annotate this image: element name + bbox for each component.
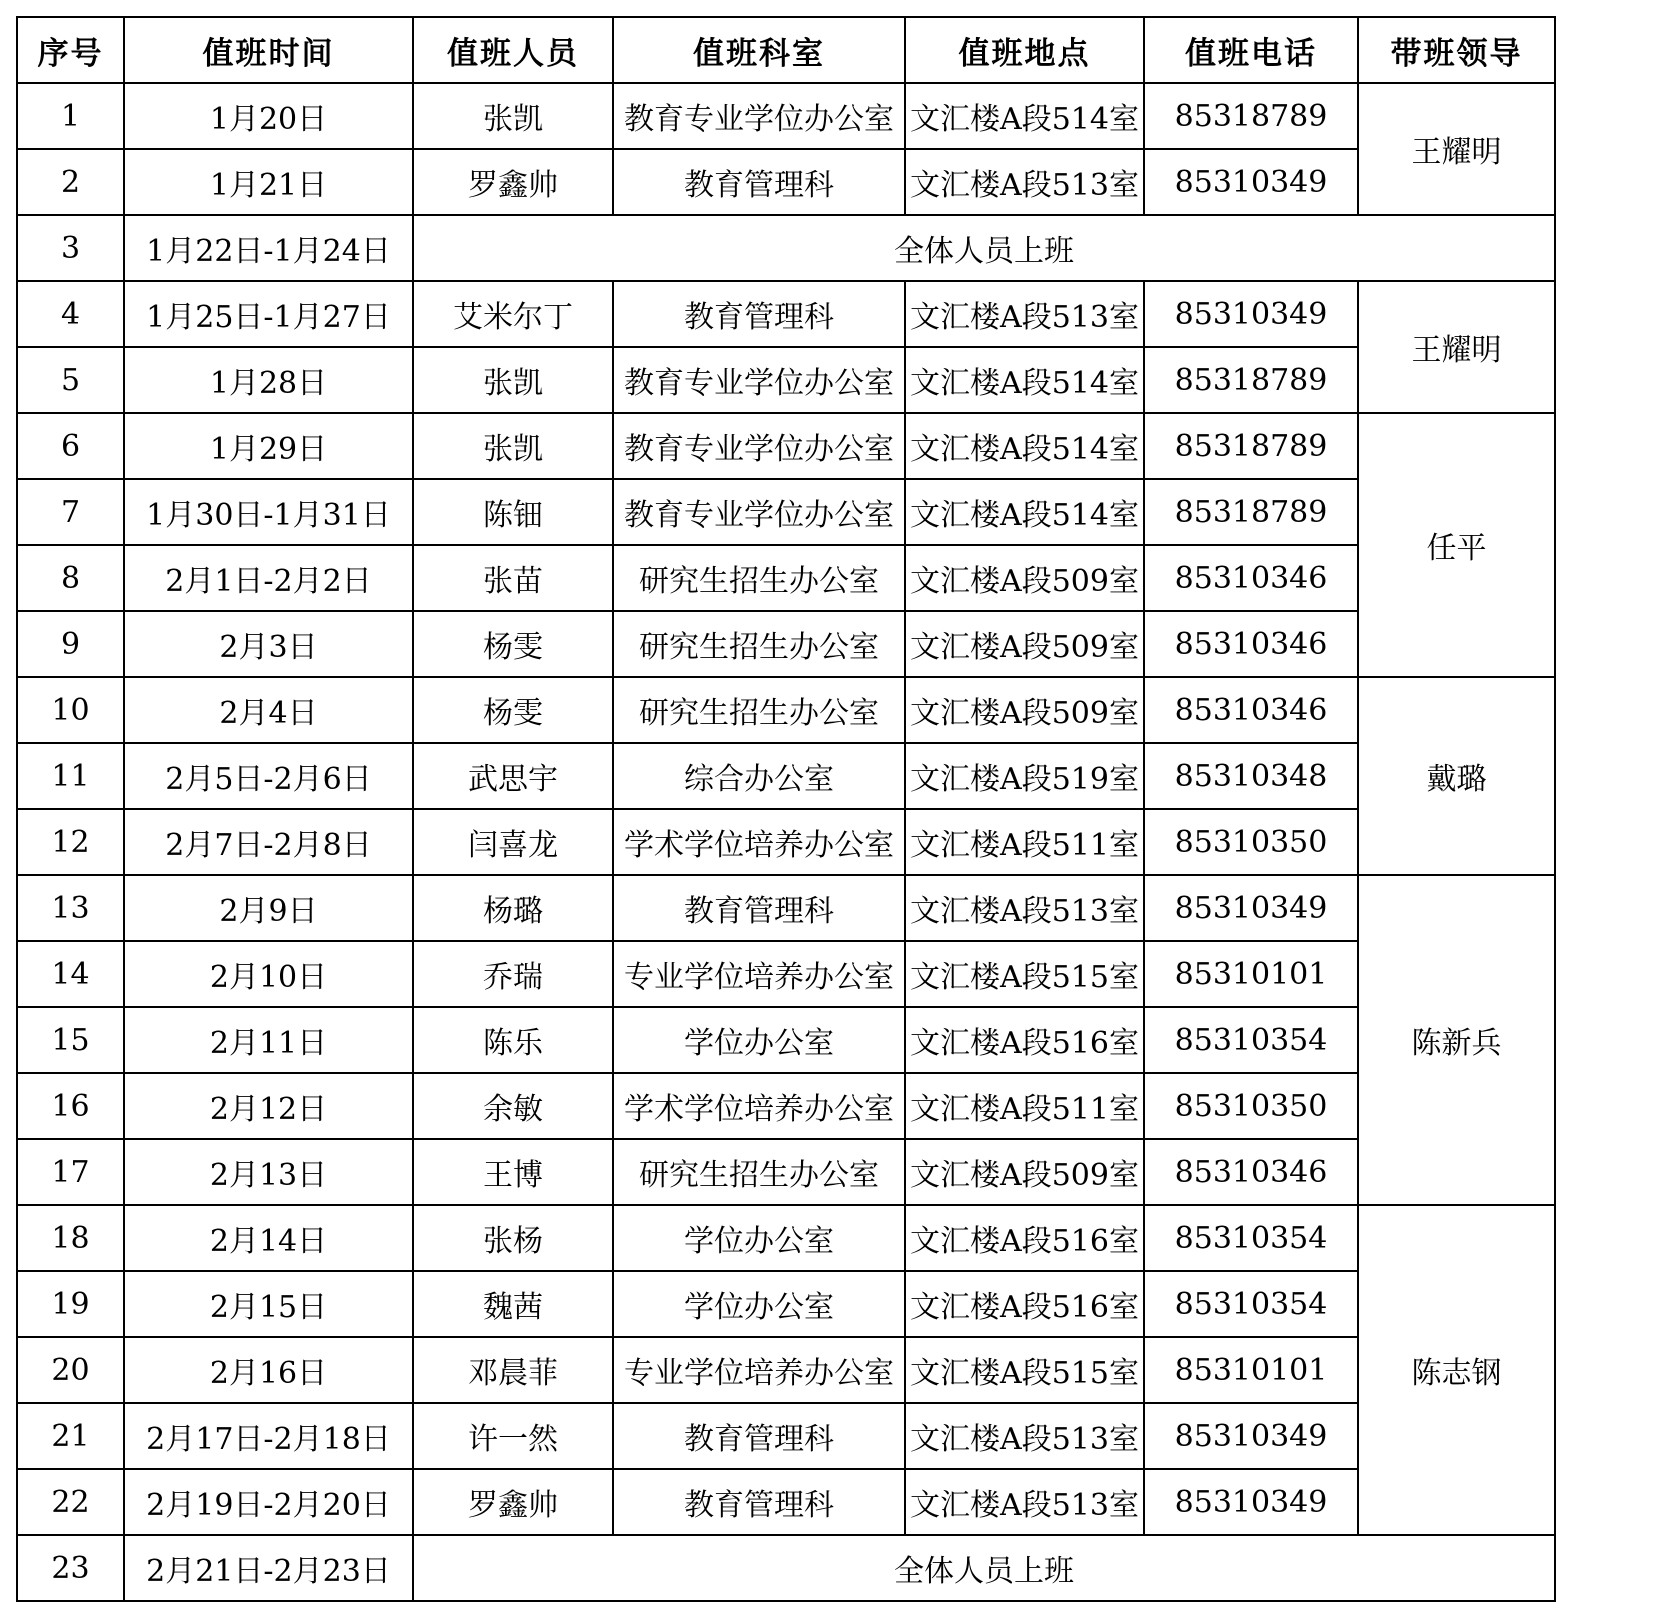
row-number-cell: 13	[17, 875, 124, 941]
duty-phone-cell: 85310101	[1144, 941, 1358, 1007]
row-number-cell: 5	[17, 347, 124, 413]
duty-person-cell: 杨雯	[413, 677, 613, 743]
duty-location-cell: 文汇楼A段514室	[905, 413, 1144, 479]
duty-location-cell: 文汇楼A段513室	[905, 149, 1144, 215]
duty-phone-cell: 85310349	[1144, 149, 1358, 215]
duty-date-cell: 1月22日-1月24日	[124, 215, 413, 281]
duty-date-cell: 2月10日	[124, 941, 413, 1007]
duty-location-cell: 文汇楼A段509室	[905, 677, 1144, 743]
duty-person-cell: 张凯	[413, 347, 613, 413]
duty-person-cell: 张凯	[413, 413, 613, 479]
table-row	[17, 413, 1555, 479]
row-number-cell: 16	[17, 1073, 124, 1139]
duty-location-cell: 文汇楼A段516室	[905, 1007, 1144, 1073]
table-row	[17, 281, 1555, 347]
table-row	[17, 1271, 1555, 1337]
duty-phone-cell: 85310354	[1144, 1271, 1358, 1337]
duty-location-cell: 文汇楼A段513室	[905, 281, 1144, 347]
duty-phone-cell: 85318789	[1144, 479, 1358, 545]
duty-person-cell: 邓晨菲	[413, 1337, 613, 1403]
table-row	[17, 1403, 1555, 1469]
header-office: 值班科室	[613, 17, 905, 83]
row-number-cell: 10	[17, 677, 124, 743]
duty-location-cell: 文汇楼A段516室	[905, 1205, 1144, 1271]
duty-location-cell: 文汇楼A段509室	[905, 1139, 1144, 1205]
duty-office-cell: 研究生招生办公室	[613, 545, 905, 611]
table-row	[17, 941, 1555, 1007]
duty-office-cell: 专业学位培养办公室	[613, 1337, 905, 1403]
row-number-cell: 18	[17, 1205, 124, 1271]
duty-office-cell: 学位办公室	[613, 1007, 905, 1073]
row-number-cell: 14	[17, 941, 124, 1007]
duty-phone-cell: 85310354	[1144, 1205, 1358, 1271]
duty-date-cell: 2月9日	[124, 875, 413, 941]
duty-phone-cell: 85310349	[1144, 1469, 1358, 1535]
duty-date-cell: 2月17日-2月18日	[124, 1403, 413, 1469]
duty-location-cell: 文汇楼A段509室	[905, 545, 1144, 611]
duty-location-cell: 文汇楼A段516室	[905, 1271, 1144, 1337]
duty-person-cell: 武思宇	[413, 743, 613, 809]
row-number-cell: 3	[17, 215, 124, 281]
duty-office-cell: 教育管理科	[613, 281, 905, 347]
duty-person-cell: 陈乐	[413, 1007, 613, 1073]
table-row	[17, 743, 1555, 809]
duty-person-cell: 张凯	[413, 83, 613, 149]
table-body	[17, 83, 1555, 1601]
row-number-cell: 15	[17, 1007, 124, 1073]
row-number-cell: 9	[17, 611, 124, 677]
duty-office-cell: 专业学位培养办公室	[613, 941, 905, 1007]
row-number-cell: 12	[17, 809, 124, 875]
table-row	[17, 677, 1555, 743]
duty-phone-cell: 85310346	[1144, 677, 1358, 743]
duty-office-cell: 学术学位培养办公室	[613, 809, 905, 875]
header-no: 序号	[17, 17, 124, 83]
duty-office-cell: 教育管理科	[613, 1469, 905, 1535]
duty-date-cell: 1月28日	[124, 347, 413, 413]
table-row	[17, 1337, 1555, 1403]
duty-location-cell: 文汇楼A段519室	[905, 743, 1144, 809]
duty-person-cell: 罗鑫帅	[413, 149, 613, 215]
duty-location-cell: 文汇楼A段513室	[905, 875, 1144, 941]
duty-location-cell: 文汇楼A段514室	[905, 83, 1144, 149]
row-number-cell: 17	[17, 1139, 124, 1205]
header-location: 值班地点	[905, 17, 1144, 83]
duty-person-cell: 张苗	[413, 545, 613, 611]
duty-phone-cell: 85310350	[1144, 1073, 1358, 1139]
all-staff-cell: 全体人员上班	[413, 1535, 1555, 1601]
duty-date-cell: 2月14日	[124, 1205, 413, 1271]
duty-date-cell: 2月13日	[124, 1139, 413, 1205]
header-row	[17, 17, 1555, 83]
duty-person-cell: 余敏	[413, 1073, 613, 1139]
duty-phone-cell: 85310101	[1144, 1337, 1358, 1403]
row-number-cell: 20	[17, 1337, 124, 1403]
duty-date-cell: 2月5日-2月6日	[124, 743, 413, 809]
duty-person-cell: 魏茜	[413, 1271, 613, 1337]
duty-phone-cell: 85310349	[1144, 281, 1358, 347]
duty-phone-cell: 85310346	[1144, 611, 1358, 677]
table-row	[17, 1007, 1555, 1073]
duty-date-cell: 2月16日	[124, 1337, 413, 1403]
table-row	[17, 875, 1555, 941]
duty-office-cell: 教育专业学位办公室	[613, 83, 905, 149]
duty-date-cell: 2月1日-2月2日	[124, 545, 413, 611]
duty-phone-cell: 85318789	[1144, 83, 1358, 149]
duty-person-cell: 杨璐	[413, 875, 613, 941]
table-row	[17, 1535, 1555, 1601]
duty-office-cell: 学术学位培养办公室	[613, 1073, 905, 1139]
duty-location-cell: 文汇楼A段511室	[905, 809, 1144, 875]
table-row	[17, 545, 1555, 611]
duty-person-cell: 张杨	[413, 1205, 613, 1271]
row-number-cell: 23	[17, 1535, 124, 1601]
duty-date-cell: 1月20日	[124, 83, 413, 149]
duty-person-cell: 艾米尔丁	[413, 281, 613, 347]
duty-date-cell: 2月3日	[124, 611, 413, 677]
row-number-cell: 4	[17, 281, 124, 347]
row-number-cell: 7	[17, 479, 124, 545]
leader-cell: 戴璐	[1358, 677, 1555, 875]
row-number-cell: 6	[17, 413, 124, 479]
row-number-cell: 11	[17, 743, 124, 809]
table-row	[17, 809, 1555, 875]
leader-cell: 王耀明	[1358, 281, 1555, 413]
duty-office-cell: 学位办公室	[613, 1271, 905, 1337]
duty-location-cell: 文汇楼A段513室	[905, 1469, 1144, 1535]
table-row	[17, 611, 1555, 677]
duty-phone-cell: 85310348	[1144, 743, 1358, 809]
table-row	[17, 83, 1555, 149]
duty-office-cell: 教育专业学位办公室	[613, 413, 905, 479]
table-row	[17, 215, 1555, 281]
duty-office-cell: 研究生招生办公室	[613, 677, 905, 743]
table-row	[17, 1073, 1555, 1139]
duty-office-cell: 教育管理科	[613, 875, 905, 941]
duty-location-cell: 文汇楼A段509室	[905, 611, 1144, 677]
duty-person-cell: 乔瑞	[413, 941, 613, 1007]
table-row	[17, 347, 1555, 413]
duty-phone-cell: 85310354	[1144, 1007, 1358, 1073]
row-number-cell: 21	[17, 1403, 124, 1469]
duty-office-cell: 教育专业学位办公室	[613, 479, 905, 545]
header-date: 值班时间	[124, 17, 413, 83]
duty-phone-cell: 85318789	[1144, 347, 1358, 413]
duty-person-cell: 闫喜龙	[413, 809, 613, 875]
duty-date-cell: 2月12日	[124, 1073, 413, 1139]
leader-cell: 陈志钢	[1358, 1205, 1555, 1535]
duty-location-cell: 文汇楼A段511室	[905, 1073, 1144, 1139]
duty-date-cell: 2月7日-2月8日	[124, 809, 413, 875]
duty-phone-cell: 85310346	[1144, 1139, 1358, 1205]
duty-office-cell: 教育管理科	[613, 149, 905, 215]
table-row	[17, 1205, 1555, 1271]
duty-phone-cell: 85310346	[1144, 545, 1358, 611]
duty-location-cell: 文汇楼A段513室	[905, 1403, 1144, 1469]
row-number-cell: 2	[17, 149, 124, 215]
duty-date-cell: 1月25日-1月27日	[124, 281, 413, 347]
duty-office-cell: 研究生招生办公室	[613, 1139, 905, 1205]
duty-location-cell: 文汇楼A段515室	[905, 1337, 1144, 1403]
row-number-cell: 22	[17, 1469, 124, 1535]
duty-location-cell: 文汇楼A段515室	[905, 941, 1144, 1007]
duty-date-cell: 1月30日-1月31日	[124, 479, 413, 545]
duty-phone-cell: 85310349	[1144, 875, 1358, 941]
table-row	[17, 479, 1555, 545]
header-leader: 带班领导	[1358, 17, 1555, 83]
duty-date-cell: 1月29日	[124, 413, 413, 479]
duty-office-cell: 研究生招生办公室	[613, 611, 905, 677]
table-row	[17, 149, 1555, 215]
row-number-cell: 19	[17, 1271, 124, 1337]
duty-person-cell: 杨雯	[413, 611, 613, 677]
leader-cell: 陈新兵	[1358, 875, 1555, 1205]
duty-person-cell: 许一然	[413, 1403, 613, 1469]
header-phone: 值班电话	[1144, 17, 1358, 83]
table-row	[17, 1139, 1555, 1205]
duty-office-cell: 综合办公室	[613, 743, 905, 809]
table-row	[17, 1469, 1555, 1535]
duty-date-cell: 1月21日	[124, 149, 413, 215]
duty-location-cell: 文汇楼A段514室	[905, 347, 1144, 413]
duty-date-cell: 2月4日	[124, 677, 413, 743]
duty-person-cell: 陈钿	[413, 479, 613, 545]
duty-person-cell: 罗鑫帅	[413, 1469, 613, 1535]
duty-person-cell: 王博	[413, 1139, 613, 1205]
row-number-cell: 1	[17, 83, 124, 149]
duty-date-cell: 2月15日	[124, 1271, 413, 1337]
leader-cell: 任平	[1358, 413, 1555, 677]
all-staff-cell: 全体人员上班	[413, 215, 1555, 281]
header-person: 值班人员	[413, 17, 613, 83]
duty-date-cell: 2月11日	[124, 1007, 413, 1073]
duty-phone-cell: 85310349	[1144, 1403, 1358, 1469]
duty-date-cell: 2月21日-2月23日	[124, 1535, 413, 1601]
duty-phone-cell: 85318789	[1144, 413, 1358, 479]
duty-schedule-table	[16, 16, 1556, 1602]
duty-office-cell: 教育管理科	[613, 1403, 905, 1469]
duty-office-cell: 教育专业学位办公室	[613, 347, 905, 413]
duty-office-cell: 学位办公室	[613, 1205, 905, 1271]
duty-location-cell: 文汇楼A段514室	[905, 479, 1144, 545]
leader-cell: 王耀明	[1358, 83, 1555, 215]
duty-phone-cell: 85310350	[1144, 809, 1358, 875]
row-number-cell: 8	[17, 545, 124, 611]
duty-date-cell: 2月19日-2月20日	[124, 1469, 413, 1535]
